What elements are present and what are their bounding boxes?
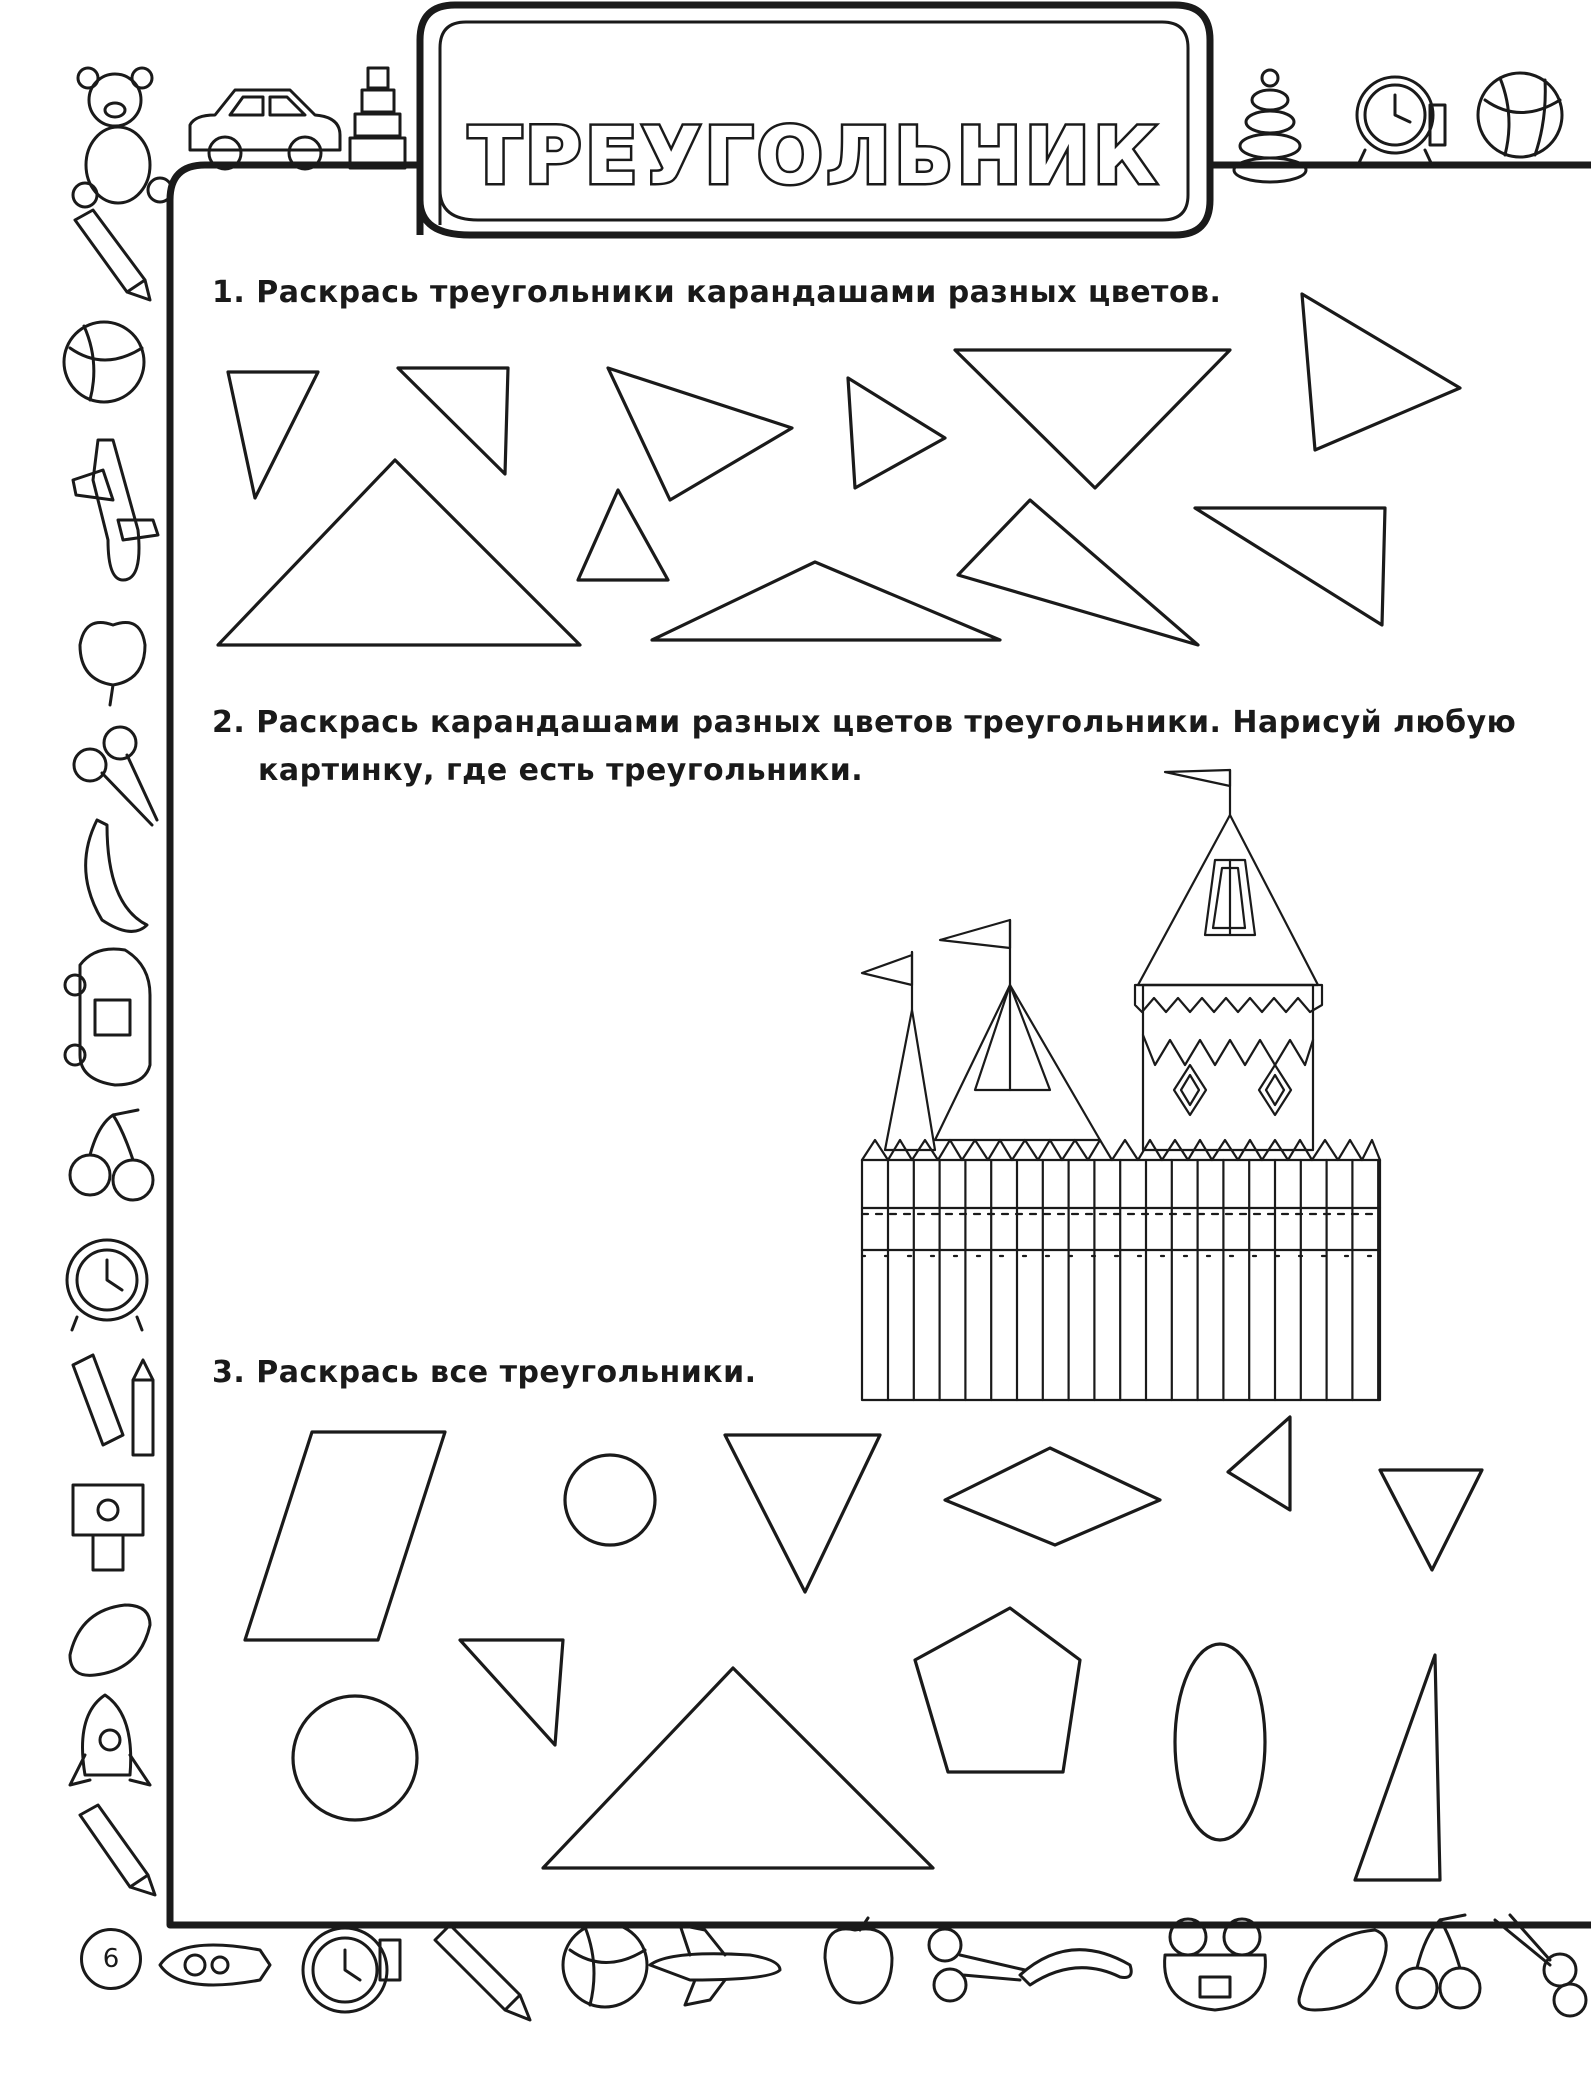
scissors-icon xyxy=(74,727,157,825)
airplane-icon xyxy=(73,440,158,580)
task-1-instruction: 1. Раскрась треугольники карандашами разных цветов. xyxy=(212,275,1222,310)
task1-shapes xyxy=(218,294,1460,645)
scissors-icon xyxy=(1495,1915,1586,2016)
circle-shape[interactable] xyxy=(565,1455,655,1545)
triangle-shape[interactable] xyxy=(218,460,580,645)
pencil-icon xyxy=(75,210,150,300)
toy-car-icon xyxy=(65,949,150,1085)
triangle-shape[interactable] xyxy=(1380,1470,1482,1570)
cherries-icon xyxy=(1397,1915,1480,2008)
scissors-icon xyxy=(929,1929,1025,2001)
page-frame xyxy=(170,165,1591,1925)
airplane-icon xyxy=(650,1925,780,2005)
triangle-shape[interactable] xyxy=(1302,294,1460,450)
toy-car-icon xyxy=(190,90,340,169)
frog-face-icon xyxy=(1165,1919,1266,2010)
task3-shapes xyxy=(245,1417,1482,1880)
ball-icon xyxy=(1478,73,1562,157)
banana-icon xyxy=(86,820,147,931)
circle-shape[interactable] xyxy=(293,1696,417,1820)
triangle-shape[interactable] xyxy=(1355,1655,1440,1880)
pencil-icon xyxy=(80,1805,155,1895)
ball-icon xyxy=(64,322,144,402)
crayons-icon xyxy=(73,1355,153,1455)
rocket-icon xyxy=(160,1945,270,1985)
apple-icon xyxy=(825,1918,892,2003)
banana-icon xyxy=(1020,1950,1131,1985)
triangle-shape[interactable] xyxy=(1195,508,1385,625)
triangle-shape[interactable] xyxy=(228,372,318,498)
ball-icon xyxy=(563,1923,647,2007)
triangle-shape[interactable] xyxy=(958,500,1198,645)
parallelogram-shape[interactable] xyxy=(245,1432,445,1640)
pencil-icon xyxy=(435,1925,530,2020)
rocket-icon xyxy=(70,1695,150,1785)
page-title: ТРЕУГОЛЬНИК xyxy=(468,112,1160,202)
triangle-shape[interactable] xyxy=(848,378,945,488)
lemon-icon xyxy=(1299,1930,1386,2010)
rhombus-shape[interactable] xyxy=(945,1448,1160,1545)
toy-icon xyxy=(73,1485,143,1570)
oval-shape[interactable] xyxy=(1175,1644,1265,1840)
triangle-shape[interactable] xyxy=(955,350,1230,488)
cherries-icon xyxy=(70,1110,153,1200)
block-tower-icon xyxy=(350,68,405,168)
triangle-shape[interactable] xyxy=(543,1668,933,1868)
triangle-shape[interactable] xyxy=(398,368,508,474)
alarm-clock-icon xyxy=(67,1240,147,1330)
teddy-bear-icon xyxy=(73,68,172,207)
triangle-shape[interactable] xyxy=(578,490,668,580)
apple-icon xyxy=(80,623,145,706)
pentagon-shape[interactable] xyxy=(915,1608,1080,1772)
castle-illustration xyxy=(862,770,1380,1400)
triangle-shape[interactable] xyxy=(652,562,1000,640)
triangle-shape[interactable] xyxy=(1228,1417,1290,1510)
alarm-clock-icon xyxy=(1357,77,1445,165)
task-2-instruction: 2. Раскрась карандашами разных цветов треугольники. Нарисуй любую xyxy=(212,705,1517,740)
triangle-shape[interactable] xyxy=(460,1640,563,1745)
task-2-instruction-line2: картинку, где есть треугольники. xyxy=(258,753,864,788)
triangle-shape[interactable] xyxy=(725,1435,880,1592)
page-number: 6 xyxy=(80,1928,142,1990)
task-3-instruction: 3. Раскрась все треугольники. xyxy=(212,1355,757,1390)
triangle-shape[interactable] xyxy=(608,368,792,500)
alarm-clock-icon xyxy=(303,1928,400,2012)
lemon-icon xyxy=(70,1605,150,1675)
